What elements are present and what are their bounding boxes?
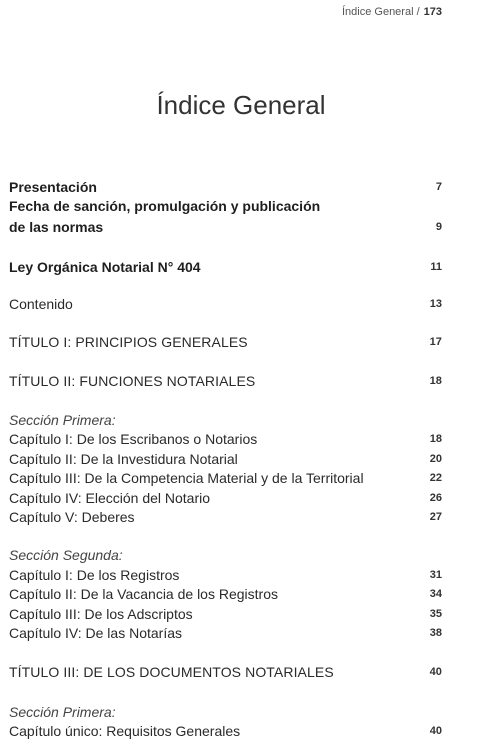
toc-section-heading: [9, 546, 442, 564]
toc-entry: [9, 333, 442, 351]
toc-entry: [9, 585, 442, 603]
toc-entry-text: TÍTULO III: DE LOS DOCUMENTOS NOTARIALES: [9, 664, 334, 680]
toc-page-number: 9: [435, 221, 442, 233]
toc-page-number: 34: [429, 588, 442, 600]
toc-page-number: 26: [429, 492, 442, 504]
toc-entry-text: Presentación: [9, 179, 97, 195]
toc-entry: [9, 624, 442, 642]
toc-page-number: 20: [429, 453, 442, 465]
toc-section-heading: [9, 411, 442, 429]
toc-page-number: 40: [429, 666, 442, 678]
toc-page-number: 18: [429, 433, 442, 445]
toc-entry: [9, 258, 442, 276]
toc-entry: [9, 605, 442, 623]
toc-entry-text: Ley Orgánica Notarial N° 404: [9, 259, 201, 275]
toc-entry: [9, 218, 442, 236]
toc-entry: [9, 722, 442, 740]
toc-page-number: 35: [429, 608, 442, 620]
toc-page-number: 22: [429, 472, 442, 484]
toc-entry-text: Capítulo IV: De las Notarías: [9, 625, 183, 641]
toc-entry-text: TÍTULO II: FUNCIONES NOTARIALES: [9, 373, 256, 389]
toc-section-heading: [9, 703, 442, 721]
toc-page-number: 13: [429, 298, 442, 310]
toc-entry: [9, 295, 442, 313]
toc-entry: [9, 566, 442, 584]
toc-entry: [9, 178, 442, 196]
toc-entry: [9, 430, 442, 448]
toc-entry-text: TÍTULO I: PRINCIPIOS GENERALES: [9, 334, 248, 350]
toc-entry-text: Contenido: [9, 296, 73, 312]
toc-entry-text: Capítulo III: De la Competencia Material y de la Territorial: [9, 470, 364, 486]
toc-entry-text: de las normas: [9, 219, 104, 235]
toc-entry: [9, 508, 442, 526]
toc-entry: [9, 663, 442, 681]
toc-entry-text: Capítulo I: De los Registros: [9, 567, 180, 583]
toc-page-number: 40: [429, 725, 442, 737]
toc-entry-text: Capítulo II: De la Investidura Notarial: [9, 451, 238, 467]
toc-entry: [9, 489, 442, 507]
toc-page-number: 18: [429, 375, 442, 387]
running-header: [342, 6, 442, 18]
toc-page-number: 38: [429, 627, 442, 639]
toc-entry-text: Capítulo I: De los Escribanos o Notarios: [9, 431, 258, 447]
page-title: Índice General: [156, 90, 326, 120]
toc-page-number: 11: [430, 261, 442, 273]
header-page-number: 173: [423, 6, 442, 18]
toc-entry: [9, 469, 442, 487]
header-section: Índice General /: [341, 6, 420, 18]
toc-entry: [9, 372, 442, 390]
toc-entry-text: Capítulo único: Requisitos Generales: [9, 723, 241, 739]
toc-entry-text: Capítulo II: De la Vacancia de los Registros: [9, 586, 278, 602]
toc-entry-text: Sección Primera:: [9, 412, 116, 428]
toc-entry-text: Fecha de sanción, promulgación y publicación: [9, 198, 321, 214]
toc-entry: [9, 197, 442, 215]
toc-entry-text: Capítulo IV: Elección del Notario: [9, 490, 211, 506]
toc-entry: [9, 450, 442, 468]
toc-entry-text: Sección Primera:: [9, 704, 116, 720]
toc-page-number: 7: [435, 181, 442, 193]
toc-page-number: 31: [429, 569, 442, 581]
toc-entry-text: Capítulo III: De los Adscriptos: [9, 606, 193, 622]
toc-entry-text: Sección Segunda:: [9, 547, 123, 563]
toc-entry-text: Capítulo V: Deberes: [9, 509, 135, 525]
toc-page-number: 17: [429, 336, 442, 348]
toc-page-number: 27: [429, 511, 442, 523]
